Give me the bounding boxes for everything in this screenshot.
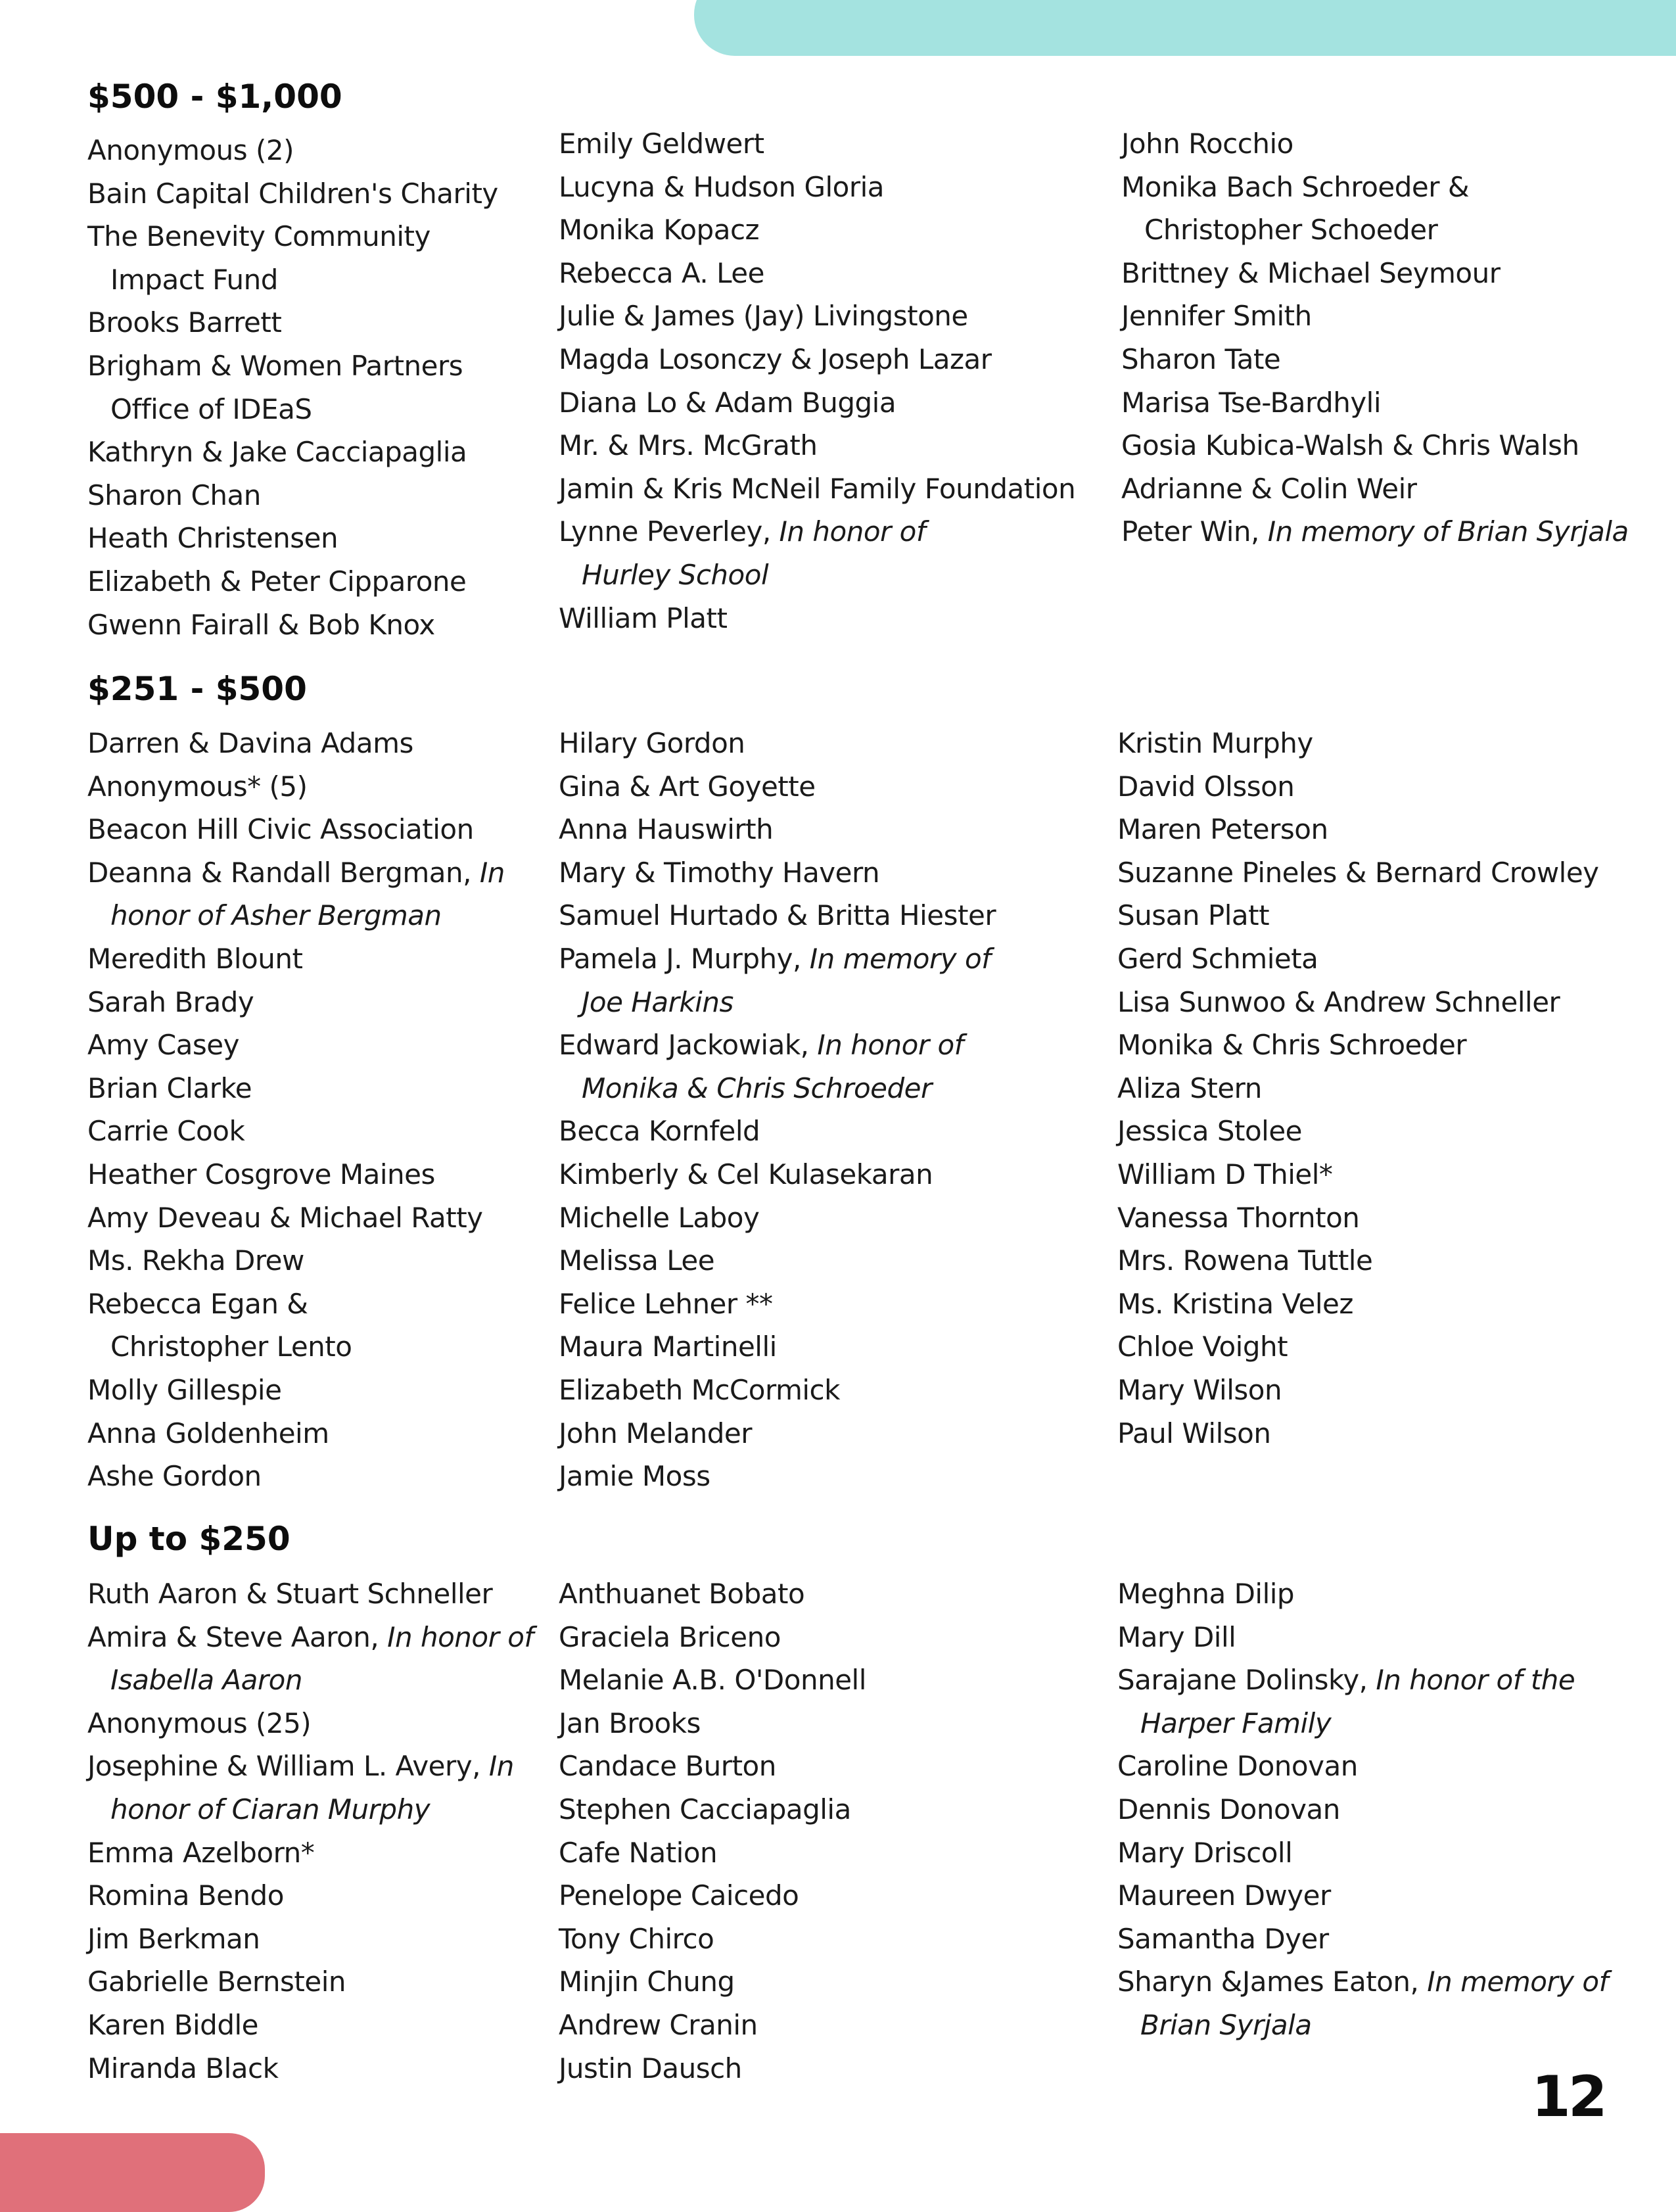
tribute-note: In honor of (817, 1029, 964, 1062)
donor-name: Sarah Brady (87, 985, 254, 1018)
donor-name: Heather Cosgrove Maines (87, 1158, 435, 1190)
donor-entry (1117, 1572, 1608, 1616)
donor-name: Romina Bendo (87, 1879, 284, 1912)
donor-name: Meghna Dilip (1117, 1578, 1295, 1610)
donor-entry (559, 1702, 866, 1745)
donor-entry (559, 510, 1075, 596)
tribute-note-continued: Isabella Aaron (110, 1664, 302, 1697)
donor-name: Stephen Cacciapaglia (559, 1793, 851, 1825)
donor-name: Maura Martinelli (559, 1330, 777, 1363)
donor-entry (559, 1369, 996, 1412)
donor-name: Lisa Sunwoo & Andrew Schneller (1117, 985, 1560, 1018)
donor-name: Peter Win, (1121, 515, 1268, 548)
donor-name: Chloe Voight (1117, 1330, 1288, 1363)
donor-name: Mary Wilson (1117, 1373, 1282, 1406)
donor-name: Ruth Aaron & Stuart Schneller (87, 1578, 493, 1610)
section-heading: $500 - $1,000 (87, 78, 342, 116)
donor-name: Anna Hauswirth (559, 813, 774, 846)
donor-name: Amira & Steve Aaron, (87, 1620, 388, 1653)
donor-entry (1117, 1282, 1599, 1326)
donor-entry (559, 1110, 996, 1153)
tribute-note: In memory of (809, 942, 991, 975)
donor-entry (87, 808, 505, 851)
donor-name: Mary & Timothy Havern (559, 856, 880, 889)
donor-name: Caroline Donovan (1117, 1750, 1358, 1783)
donor-entry (87, 603, 498, 647)
donor-entry (1121, 510, 1629, 553)
donor-entry (87, 1918, 534, 1961)
donor-entry (1121, 252, 1629, 295)
donor-entry (87, 1745, 534, 1831)
donor-name: The Benevity Community (87, 220, 431, 253)
donor-name: Monika & Chris Schroeder (1117, 1029, 1467, 1062)
donor-column (559, 122, 1075, 640)
donor-entry (1117, 894, 1599, 937)
donor-name: Bain Capital Children's Charity (87, 177, 498, 210)
tribute-note-continued: honor of Ciaran Murphy (110, 1793, 431, 1825)
donor-name: Maureen Dwyer (1117, 1879, 1331, 1912)
donor-entry (87, 1960, 534, 2004)
donor-name: Jim Berkman (87, 1922, 260, 1955)
tribute-note-continued: Joe Harkins (582, 985, 733, 1018)
donor-name: Ms. Rekha Drew (87, 1244, 304, 1277)
donor-entry (87, 2047, 534, 2090)
donor-entry (559, 808, 996, 851)
donor-entry (1117, 722, 1599, 765)
donor-entry (559, 1325, 996, 1369)
donor-entry (559, 597, 1075, 640)
donor-entry (559, 937, 996, 1024)
donor-name: Miranda Black (87, 2052, 279, 2084)
donor-name: Anonymous (2) (87, 134, 294, 166)
donor-name: Samantha Dyer (1117, 1922, 1329, 1955)
donor-entry (87, 1702, 534, 1745)
donor-entry (1121, 122, 1629, 166)
donor-entry (1117, 1831, 1608, 1875)
donor-entry (1117, 1067, 1599, 1110)
donor-entry (559, 1659, 866, 1702)
donor-entry (87, 981, 505, 1024)
tribute-note: In (488, 1750, 514, 1783)
tribute-note-continued: Brian Syrjala (1140, 2008, 1312, 2041)
donor-name: Brittney & Michael Seymour (1121, 256, 1501, 289)
donor-entry (87, 1110, 505, 1153)
donor-name: Candace Burton (559, 1750, 776, 1783)
donor-entry (1117, 765, 1599, 809)
donor-name: Elizabeth & Peter Cipparone (87, 565, 467, 598)
donor-name-continued: Christopher Lento (110, 1330, 352, 1363)
donor-name: Minjin Chung (559, 1965, 735, 1998)
donor-entry (87, 2004, 534, 2047)
donor-name: Samuel Hurtado & Britta Hiester (559, 899, 996, 932)
donor-name: Emma Azelborn* (87, 1836, 315, 1869)
donor-entry (559, 894, 996, 937)
donor-name: Jan Brooks (559, 1706, 701, 1739)
donor-entry (1117, 1196, 1599, 1240)
donor-name: Sharon Chan (87, 479, 261, 511)
donor-name: Paul Wilson (1117, 1417, 1271, 1449)
donor-entry (1117, 1369, 1599, 1412)
donor-name: Ashe Gordon (87, 1460, 262, 1493)
donor-entry (1117, 1616, 1608, 1659)
section-heading: Up to $250 (87, 1520, 291, 1558)
donor-entry (559, 1282, 996, 1326)
donor-name: Sharon Tate (1121, 342, 1281, 375)
donor-entry (559, 1412, 996, 1455)
donor-name: Molly Gillespie (87, 1373, 282, 1406)
donor-name: Anthuanet Bobato (559, 1578, 805, 1610)
donor-entry (559, 467, 1075, 511)
donor-name: Tony Chirco (559, 1922, 714, 1955)
donor-name: Gosia Kubica-Walsh & Chris Walsh (1121, 429, 1579, 462)
donor-entry (87, 937, 505, 981)
donor-entry (559, 1831, 866, 1875)
donor-entry (1117, 808, 1599, 851)
donor-entry (1121, 166, 1629, 252)
donor-name: Suzanne Pineles & Bernard Crowley (1117, 856, 1599, 889)
donor-entry (1117, 981, 1599, 1024)
donor-name: Jamie Moss (559, 1460, 710, 1493)
donor-entry (87, 1412, 505, 1455)
donor-entry (559, 1788, 866, 1831)
donor-name: Pamela J. Murphy, (559, 942, 810, 975)
donor-entry (559, 1918, 866, 1961)
donor-name: Lynne Peverley, (559, 515, 780, 548)
donor-entry (559, 1572, 866, 1616)
donor-entry (87, 517, 498, 560)
donor-entry (559, 722, 996, 765)
tribute-note: In honor of (779, 515, 926, 548)
donor-name: Kristin Murphy (1117, 727, 1313, 759)
donor-entry (559, 338, 1075, 381)
donor-entry (559, 208, 1075, 252)
donor-name: Jamin & Kris McNeil Family Foundation (559, 472, 1076, 505)
donor-name: Felice Lehner ** (559, 1287, 773, 1320)
tribute-note-continued: Monika & Chris Schroeder (582, 1071, 932, 1104)
donor-entry (1117, 1960, 1608, 2046)
donor-name-continued: Impact Fund (110, 263, 278, 296)
donor-entry (1117, 1788, 1608, 1831)
donor-name: Beacon Hill Civic Association (87, 813, 474, 846)
donor-name: David Olsson (1117, 770, 1295, 803)
donor-entry (1121, 338, 1629, 381)
donor-name: Jennifer Smith (1121, 300, 1312, 333)
donor-entry (87, 1153, 505, 1196)
donor-name: Diana Lo & Adam Buggia (559, 386, 896, 419)
donor-name: Melanie A.B. O'Donnell (559, 1664, 866, 1697)
donor-name: Meredith Blount (87, 942, 303, 975)
donor-name: Sharyn &James Eaton, (1117, 1965, 1428, 1998)
donor-column (87, 129, 498, 646)
donor-name: Julie & James (Jay) Livingstone (559, 300, 968, 333)
donor-entry (1117, 1874, 1608, 1918)
donor-name: Elizabeth McCormick (559, 1373, 840, 1406)
donor-name: Emily Geldwert (559, 128, 764, 160)
donor-entry (87, 722, 505, 765)
donor-entry (87, 172, 498, 216)
donor-name: Monika Bach Schroeder & (1121, 170, 1470, 203)
donor-name: Darren & Davina Adams (87, 727, 413, 759)
donor-name: Michelle Laboy (559, 1201, 760, 1234)
donor-name: Susan Platt (1117, 899, 1270, 932)
donor-name: Graciela Briceno (559, 1620, 781, 1653)
donor-column (87, 1572, 534, 2090)
donor-entry (559, 1616, 866, 1659)
donor-entry (559, 1960, 866, 2004)
donor-entry (559, 1455, 996, 1498)
donor-name: Edward Jackowiak, (559, 1029, 818, 1062)
donor-entry (87, 344, 498, 431)
donor-name: Rebecca A. Lee (559, 256, 764, 289)
donor-name: Adrianne & Colin Weir (1121, 472, 1417, 505)
donor-name: Gabrielle Bernstein (87, 1965, 346, 1998)
donor-entry (87, 1572, 534, 1616)
donor-entry (1121, 294, 1629, 338)
donor-name: Cafe Nation (559, 1836, 718, 1869)
donor-name: Amy Casey (87, 1029, 239, 1062)
donor-entry (559, 424, 1075, 467)
donor-entry (1117, 1024, 1599, 1067)
donor-entry (87, 215, 498, 301)
donor-entry (1121, 381, 1629, 425)
donor-name: Monika Kopacz (559, 214, 760, 247)
donor-entry (1117, 1918, 1608, 1961)
donor-name: Hilary Gordon (559, 727, 745, 759)
donor-entry (559, 851, 996, 895)
donor-entry (87, 1455, 505, 1498)
donor-name: Gina & Art Goyette (559, 770, 816, 803)
donor-entry (559, 765, 996, 809)
donor-entry (1117, 937, 1599, 981)
donor-name: Melissa Lee (559, 1244, 715, 1277)
donor-name: Maren Peterson (1117, 813, 1328, 846)
donor-entry (87, 1831, 534, 1875)
donor-name: John Melander (559, 1417, 753, 1449)
tribute-note: In honor of the (1376, 1664, 1575, 1697)
donor-entry (1117, 1412, 1599, 1455)
donor-name: Rebecca Egan & (87, 1287, 308, 1320)
donor-name: Ms. Kristina Velez (1117, 1287, 1353, 1320)
donor-entry (1117, 1659, 1608, 1745)
donor-name: William Platt (559, 601, 728, 634)
donor-entry (559, 294, 1075, 338)
donor-entry (87, 1369, 505, 1412)
tribute-note-continued: honor of Asher Bergman (110, 899, 442, 932)
donor-name: Karen Biddle (87, 2008, 259, 2041)
donor-name: Brigham & Women Partners (87, 349, 463, 382)
donor-name: Andrew Cranin (559, 2008, 758, 2041)
donor-entry (87, 560, 498, 603)
donor-entry (1117, 851, 1599, 895)
donor-name: Gwenn Fairall & Bob Knox (87, 608, 435, 641)
donor-name: Mary Dill (1117, 1620, 1236, 1653)
donor-name: Penelope Caicedo (559, 1879, 799, 1912)
donor-name: Jessica Stolee (1117, 1115, 1303, 1148)
donor-entry (1117, 1745, 1608, 1788)
donor-entry (87, 301, 498, 344)
tribute-note: In memory of Brian Syrjala (1267, 515, 1629, 548)
page-number: 12 (1531, 2064, 1605, 2130)
donor-name: William D Thiel* (1117, 1158, 1333, 1190)
donor-entry (559, 1239, 996, 1282)
donor-name: Mrs. Rowena Tuttle (1117, 1244, 1373, 1277)
donor-name: Heath Christensen (87, 522, 338, 555)
donor-entry (87, 474, 498, 517)
donor-entry (87, 1616, 534, 1702)
donor-entry (559, 252, 1075, 295)
donor-column (1121, 122, 1629, 553)
donor-entry (87, 1282, 505, 1369)
donor-name: Deanna & Randall Bergman, (87, 856, 480, 889)
donor-entry (1117, 1325, 1599, 1369)
tribute-note: In memory of (1427, 1965, 1608, 1998)
donor-column (1117, 1572, 1608, 2047)
donor-column (559, 722, 996, 1498)
donor-entry (1121, 467, 1629, 511)
donor-name: Justin Dausch (559, 2052, 742, 2084)
donor-entry (559, 1153, 996, 1196)
donor-entry (87, 1239, 505, 1282)
donor-name: Becca Kornfeld (559, 1115, 760, 1148)
donor-name: Mr. & Mrs. McGrath (559, 429, 818, 462)
donor-column (87, 722, 505, 1498)
donor-name: Dennis Donovan (1117, 1793, 1340, 1825)
donor-name: Marisa Tse-Bardhyli (1121, 386, 1382, 419)
donor-name: John Rocchio (1121, 128, 1293, 160)
donor-entry (1121, 424, 1629, 467)
donor-entry (1117, 1239, 1599, 1282)
donor-entry (559, 166, 1075, 209)
donor-entry (559, 2004, 866, 2047)
bottom-accent-band (0, 2133, 265, 2212)
section-heading: $251 - $500 (87, 670, 307, 708)
donor-entry (87, 129, 498, 172)
donor-name-continued: Office of IDEaS (110, 392, 312, 425)
donor-name: Brooks Barrett (87, 306, 282, 339)
donor-name: Amy Deveau & Michael Ratty (87, 1201, 483, 1234)
donor-name: Lucyna & Hudson Gloria (559, 170, 885, 203)
donor-name-continued: Christopher Schoeder (1144, 214, 1438, 247)
tribute-note-continued: Harper Family (1140, 1706, 1332, 1739)
tribute-note-continued: Hurley School (582, 558, 769, 591)
donor-name: Anonymous (25) (87, 1706, 312, 1739)
donor-entry (559, 1196, 996, 1240)
donor-entry (559, 122, 1075, 166)
donor-entry (87, 1024, 505, 1067)
donor-entry (87, 1874, 534, 1918)
donor-entry (87, 1196, 505, 1240)
donor-entry (559, 1874, 866, 1918)
donor-entry (87, 851, 505, 937)
top-accent-band (694, 0, 1676, 56)
donor-name: Vanessa Thornton (1117, 1201, 1360, 1234)
donor-entry (559, 1745, 866, 1788)
donor-name: Aliza Stern (1117, 1071, 1262, 1104)
donor-name: Kathryn & Jake Cacciapaglia (87, 436, 467, 469)
donor-entry (559, 381, 1075, 425)
donor-name: Josephine & William L. Avery, (87, 1750, 489, 1783)
donor-name: Mary Driscoll (1117, 1836, 1293, 1869)
donor-entry (1117, 1110, 1599, 1153)
donor-entry (87, 765, 505, 809)
donor-name: Anna Goldenheim (87, 1417, 329, 1449)
donor-column (559, 1572, 866, 2090)
tribute-note: In honor of (387, 1620, 534, 1653)
donor-name: Magda Losonczy & Joseph Lazar (559, 342, 992, 375)
donor-entry (559, 1024, 996, 1110)
donor-name: Carrie Cook (87, 1115, 245, 1148)
tribute-note: In (479, 856, 505, 889)
donor-entry (559, 2047, 866, 2090)
donor-entry (87, 1067, 505, 1110)
donor-column (1117, 722, 1599, 1455)
donor-name: Brian Clarke (87, 1071, 252, 1104)
donor-entry (1117, 1153, 1599, 1196)
donor-name: Sarajane Dolinsky, (1117, 1664, 1376, 1697)
donor-entry (87, 431, 498, 474)
donor-name: Kimberly & Cel Kulasekaran (559, 1158, 933, 1190)
donor-name: Anonymous* (5) (87, 770, 308, 803)
donor-name: Gerd Schmieta (1117, 942, 1318, 975)
